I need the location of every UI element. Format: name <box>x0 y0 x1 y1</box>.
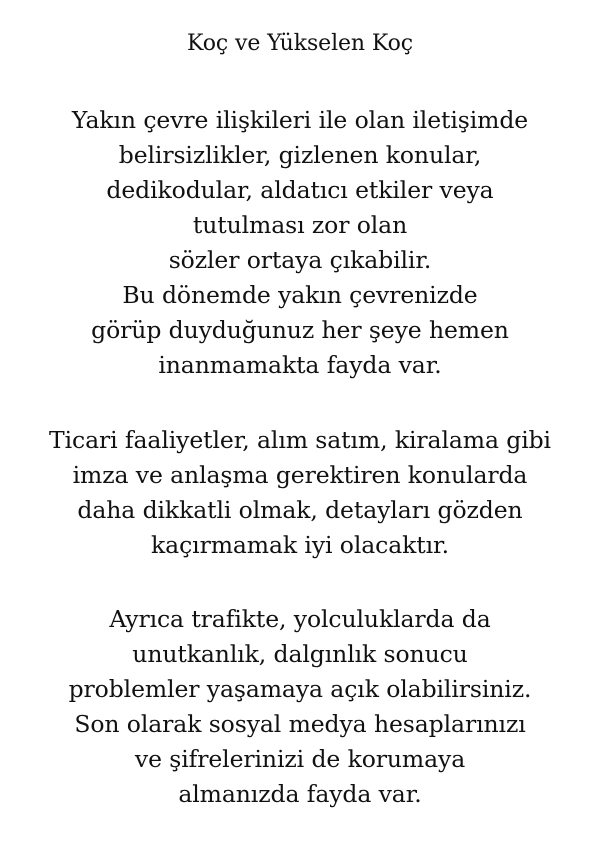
paragraph-line: belirsizlikler, gizlenen konular, <box>118 141 482 169</box>
paragraph-line: Son olarak sosyal medya hesaplarınızı <box>74 710 526 738</box>
paragraph-line: sözler ortaya çıkabilir. <box>168 246 432 274</box>
paragraph-line: Bu dönemde yakın çevrenizde <box>122 281 478 309</box>
page-title: Koç ve Yükselen Koç <box>187 31 413 56</box>
paragraph-line: unutkanlık, dalgınlık sonucu <box>132 640 468 668</box>
paragraph-line: imza ve anlaşma gerektiren konularda <box>72 461 528 489</box>
paragraph-line: kaçırmamak iyi olacaktır. <box>151 531 449 559</box>
paragraph-line: Ayrıca trafikte, yolculuklarda da <box>109 605 491 633</box>
paragraph-line: problemler yaşamaya açık olabilirsiniz. <box>68 675 532 703</box>
paragraph-line: ve şifrelerinizi de korumaya <box>134 745 466 773</box>
paragraph-line: dedikodular, aldatıcı etkiler veya <box>106 176 494 204</box>
paragraph-line: Yakın çevre ilişkileri ile olan iletişimde <box>71 106 529 134</box>
paragraph-line: görüp duyduğunuz her şeye hemen <box>91 316 509 344</box>
paragraph-line: Ticari faaliyetler, alım satım, kiralama gibi <box>49 426 551 454</box>
paragraph-line: inanmamakta fayda var. <box>158 351 442 379</box>
paragraph-line: tutulması zor olan <box>192 211 408 239</box>
paragraph-line: almanızda fayda var. <box>178 780 422 808</box>
paragraph-line: daha dikkatli olmak, detayları gözden <box>77 496 523 524</box>
